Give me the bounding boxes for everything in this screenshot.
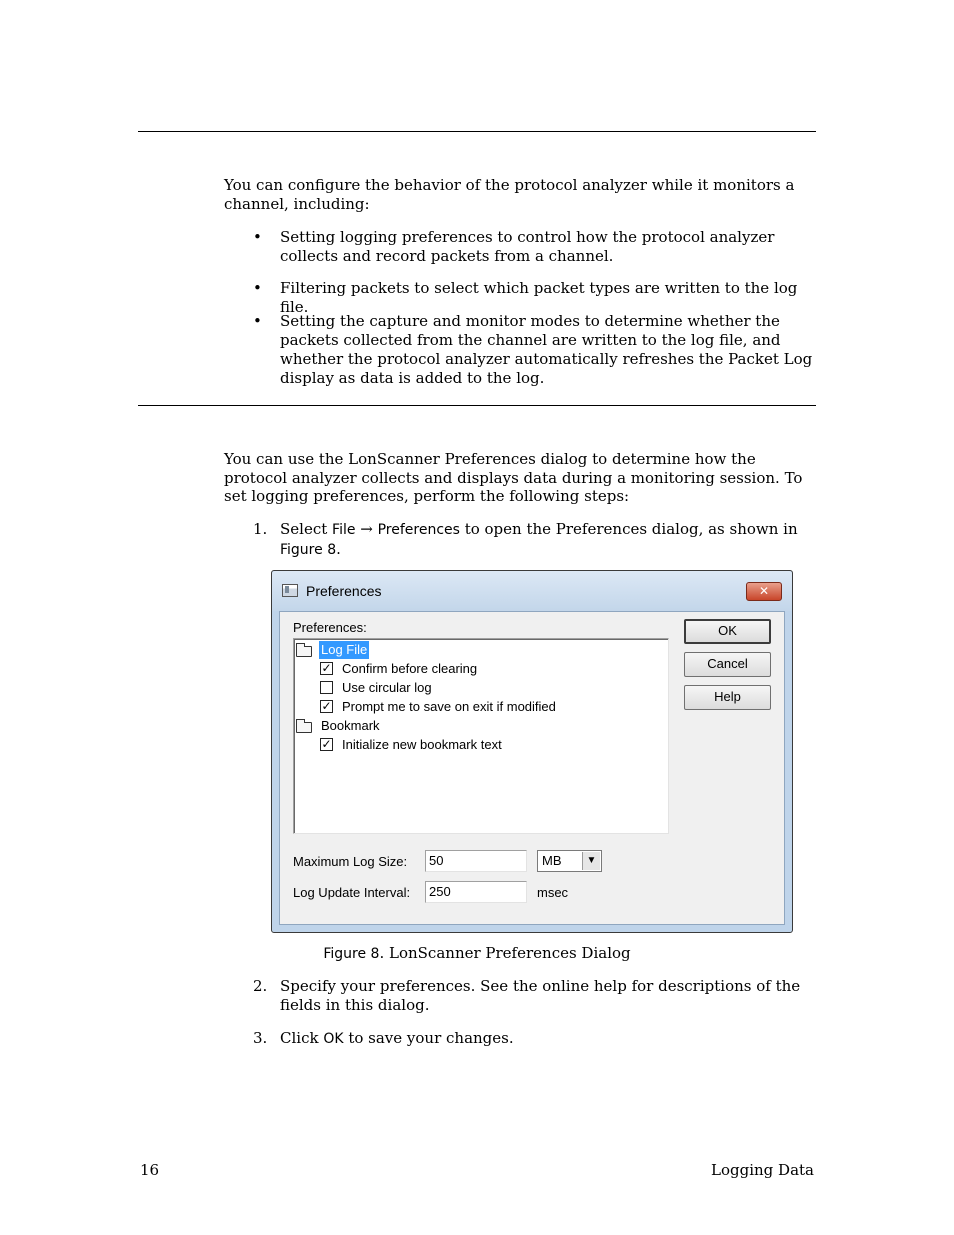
bullet-mark: • bbox=[253, 312, 262, 330]
section-paragraph: You can use the LonScanner Preferences dialog to determine how the protocol analyzer collects and displays data during a monitoring session. To set logging preferences, perform the following steps: bbox=[224, 450, 803, 505]
page-number: 16 bbox=[140, 1161, 160, 1179]
help-button[interactable]: Help bbox=[684, 685, 771, 710]
window-icon bbox=[282, 584, 298, 597]
dialog-title: Preferences bbox=[306, 583, 382, 599]
selected-unit: MB bbox=[542, 853, 562, 868]
chevron-down-icon[interactable]: ▼ bbox=[582, 852, 600, 870]
bullet-text: Filtering packets to select which packet types are written to the log file. bbox=[280, 279, 798, 316]
ok-ref: OK bbox=[323, 1031, 344, 1047]
tree-node-label: Log File bbox=[321, 642, 368, 657]
ok-button[interactable]: OK bbox=[684, 619, 771, 644]
checkbox-checked-icon[interactable]: ✓ bbox=[321, 737, 332, 751]
interval-unit-label: msec bbox=[537, 885, 569, 900]
checkbox-checked-icon[interactable]: ✓ bbox=[321, 699, 332, 713]
tree-node-label: Bookmark bbox=[321, 718, 380, 733]
caption-figure-ref: Figure 8 bbox=[323, 946, 380, 962]
bullet-text: Setting the capture and monitor modes to determine whether the packets collected from the channel are written to the log file, and whether the protocol analyzer automatically refreshes the Packet Log display as data is added to the log. bbox=[280, 312, 813, 387]
top-rule bbox=[138, 131, 816, 132]
menu-file-ref: File bbox=[332, 522, 356, 538]
preferences-dialog bbox=[271, 570, 793, 933]
menu-preferences-ref: Preferences bbox=[377, 522, 460, 538]
step-text: Specify your preferences. See the online help for descriptions of the fields in this dialog. bbox=[280, 977, 801, 1014]
step-text: Select File → Preferences to open the Preferences dialog, as shown in Figure 8. bbox=[280, 520, 798, 558]
section-rule bbox=[138, 405, 816, 406]
tree-node-label: Use circular log bbox=[342, 680, 432, 695]
figure-ref: Figure 8 bbox=[280, 542, 337, 558]
folder-icon bbox=[296, 722, 312, 733]
bullet-text: Setting logging preferences to control how the protocol analyzer collects and record packets from a channel. bbox=[280, 228, 775, 265]
bullet-mark: • bbox=[253, 228, 262, 246]
dialog-titlebar[interactable] bbox=[272, 571, 792, 611]
cancel-button[interactable]: Cancel bbox=[684, 652, 771, 677]
preferences-tree[interactable] bbox=[293, 638, 669, 834]
close-icon: ✕ bbox=[758, 584, 770, 598]
step-number: 2. bbox=[253, 977, 268, 995]
checkbox-checked-icon[interactable]: ✓ bbox=[321, 661, 332, 675]
folder-icon bbox=[296, 646, 312, 657]
tree-node-label: Initialize new bookmark text bbox=[342, 737, 502, 752]
max-log-size-input[interactable]: 50 bbox=[425, 850, 527, 872]
log-update-interval-input[interactable]: 250 bbox=[425, 881, 527, 903]
log-size-unit-select[interactable] bbox=[537, 850, 602, 872]
max-log-size-label: Maximum Log Size: bbox=[293, 854, 408, 869]
footer-section-title: Logging Data bbox=[711, 1161, 814, 1179]
tree-node-label: Confirm before clearing bbox=[342, 661, 478, 676]
dialog-client bbox=[279, 611, 785, 925]
figure-caption: Figure 8. LonScanner Preferences Dialog bbox=[323, 944, 631, 962]
checkbox-unchecked-icon[interactable] bbox=[320, 681, 333, 694]
log-update-interval-label: Log Update Interval: bbox=[293, 885, 411, 900]
preferences-label: Preferences: bbox=[293, 620, 367, 635]
step-number: 1. bbox=[253, 520, 268, 538]
tree-node-label: Prompt me to save on exit if modified bbox=[342, 699, 556, 714]
step-number: 3. bbox=[253, 1029, 268, 1047]
intro-paragraph: You can configure the behavior of the protocol analyzer while it monitors a channel, including: bbox=[224, 176, 795, 213]
step-text: Click OK to save your changes. bbox=[280, 1029, 514, 1047]
bullet-mark: • bbox=[253, 279, 262, 297]
close-button[interactable] bbox=[746, 582, 782, 601]
